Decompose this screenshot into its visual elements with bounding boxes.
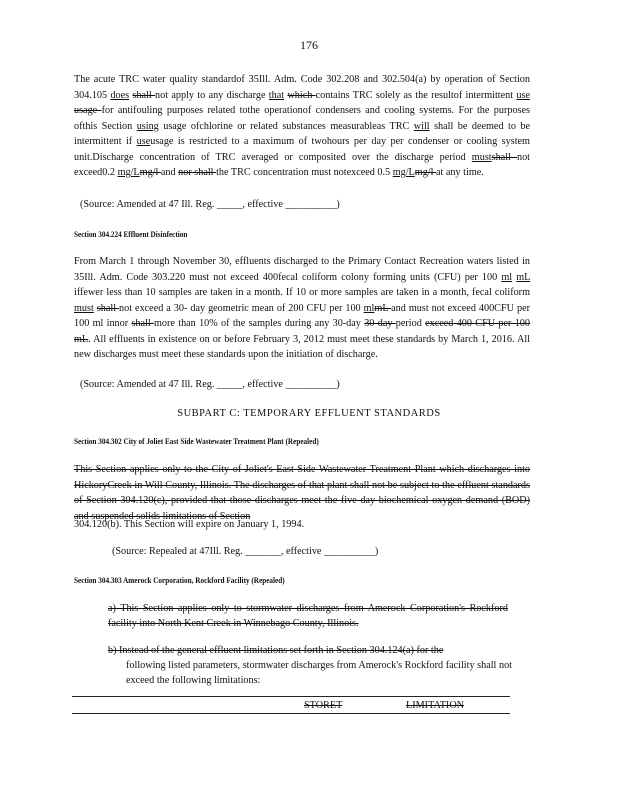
trc-text-segment: must bbox=[471, 151, 492, 163]
trc-text-segment: not apply to any discharge bbox=[155, 89, 269, 101]
trc-text-segment: nor shall bbox=[178, 167, 217, 178]
sec224-text-segment: and must not exceed 400CFU per 100 ml innor bbox=[74, 302, 530, 329]
trc-text-segment: use bbox=[516, 89, 531, 101]
trc-text-segment: The acute TRC water quality standardof 35Ill. Adm. Code 302.208 and 302.504(a) by operation of Section 304.105 bbox=[74, 74, 530, 101]
sec224-text-segment: ml bbox=[501, 271, 513, 283]
item-a-repealed: a) This Section applies only to stormwater discharges from Amerock Corporation's Rockford facility into North Kent Creek in Winnebago County, Illinois. bbox=[108, 603, 508, 629]
trc-text-segment: shall bbox=[132, 89, 156, 101]
trc-text-segment: at any time. bbox=[436, 167, 484, 178]
sec224-text-segment: must bbox=[74, 302, 94, 314]
trc-text-segment: shall be deemed to be intermittent if bbox=[74, 120, 530, 147]
trc-paragraph bbox=[74, 72, 530, 181]
sec224-text-segment: shall bbox=[96, 302, 120, 314]
item-b-first-line: b) Instead of the general effluent limitations set forth in Section 304.124(a) for the bbox=[108, 645, 444, 656]
sec224-text-segment: exceed 400 CFU per 100 mL bbox=[74, 318, 530, 345]
trc-text-segment: which bbox=[287, 89, 316, 101]
trc-text-segment: that bbox=[268, 89, 285, 101]
trc-text-segment: use bbox=[136, 136, 151, 147]
sec224-text-segment: period bbox=[395, 318, 426, 329]
sec224-text-segment: mL bbox=[516, 271, 530, 283]
section-304-224-heading: Section 304.224 Effluent Disinfection bbox=[74, 229, 188, 239]
trc-text-segment: using bbox=[136, 120, 159, 132]
sec224-text-segment: iffewer less than 10 samples are taken in a month. If 10 or more samples are taken in a month, fecal coliform bbox=[74, 287, 530, 298]
page-number: 176 bbox=[300, 38, 318, 52]
item-b-continued: following listed parameters, stormwater discharges from Amerock's Rockford facility shall not exceed the following limitations: bbox=[126, 660, 512, 686]
sec224-text-segment: ml bbox=[363, 302, 375, 314]
trc-text-segment: mg/l bbox=[414, 167, 437, 178]
trc-text-segment: mg/l bbox=[139, 167, 161, 178]
trc-text-segment: for antifouling purposes related tothe operationof condensers and cooling systems. For the purposes ofthis Section bbox=[74, 105, 531, 132]
sec224-text-segment: shall bbox=[131, 318, 154, 329]
trc-text-segment: usage is restricted to a maximum of twohours per day per condenser or cooling system unit.Discharge concentration of TRC averaged or composited over the discharge period bbox=[74, 136, 530, 163]
section-304-302-repealed-text: This Section applies only to the City of Joliet's East Side Wastewater Treatment Plant which discharges into HickoryCreek in Will County, Illinois. The discharges of that plant shall not be subject to the effluent standards of Section 304.120(c), provided that those discharges meet the five day biochemical oxygen demand (BOD) and suspended solids limitations of Section bbox=[74, 464, 530, 522]
sec224-text-segment: not exceed a 30- day geometric mean of 200 CFU per 100 bbox=[119, 302, 364, 314]
trc-text-segment: not exceed0.2 bbox=[74, 151, 530, 178]
source-note-3: (Source: Repealed at 47Ill. Reg. _______, effective __________) bbox=[112, 546, 379, 557]
source-note-1: (Source: Amended at 47 Ill. Reg. _____, effective __________) bbox=[80, 199, 340, 210]
trc-text-segment: shall bbox=[491, 151, 517, 163]
sec224-text-segment: From March 1 through November 30, effluents discharged to the Primary Contact Recreation waters listed in 35Ill. Adm. Code 303.220 must not exceed 400fecal coliform colony forming units (CFU) per 100 bbox=[74, 256, 530, 283]
table-top-rule bbox=[72, 696, 510, 697]
trc-text-segment: the TRC concentration must notexceed 0.5 bbox=[216, 167, 393, 178]
sec224-text-segment: more than 10% of the samples during any 30-day bbox=[154, 318, 365, 329]
sec224-text-segment: . All effluents in existence on or before February 3, 2012 must meet these standards by March 1, 2016. All new discharges must meet these standards upon the initiation of discharge. bbox=[74, 333, 530, 360]
trc-text-segment: usage ofchlorine or related substances measurableas TRC bbox=[158, 120, 414, 132]
subpart-heading: SUBPART C: TEMPORARY EFFLUENT STANDARDS bbox=[177, 408, 441, 419]
table-header-limitation: LIMITATION bbox=[406, 700, 465, 711]
trc-text-segment: does bbox=[110, 89, 130, 101]
trc-text-segment: will bbox=[413, 120, 430, 132]
sec224-text-segment: mL bbox=[374, 302, 392, 314]
section-304-302-heading: Section 304.302 City of Joliet East Side Wastewater Treatment Plant (Repealed) bbox=[74, 436, 319, 446]
trc-text-segment: mg/L bbox=[117, 167, 140, 178]
trc-text-segment: contains TRC solely as the resultof intermittent bbox=[315, 89, 517, 101]
trc-text-segment: mg/L bbox=[392, 167, 415, 178]
trc-text-segment: and bbox=[160, 167, 179, 178]
table-header-storet: STORET bbox=[304, 700, 343, 711]
table-header-rule bbox=[72, 713, 510, 714]
section-304-302-expiry: 304.120(b). This Section will expire on January 1, 1994. bbox=[74, 519, 305, 530]
section-304-303-heading: Section 304.303 Amerock Corporation, Rockford Facility (Repealed) bbox=[74, 575, 285, 585]
effluent-disinfection-paragraph bbox=[74, 254, 530, 363]
source-note-2: (Source: Amended at 47 Ill. Reg. _____, effective __________) bbox=[80, 379, 340, 390]
trc-text-segment: usage bbox=[74, 105, 102, 116]
sec224-text-segment: 30-day bbox=[364, 318, 396, 329]
